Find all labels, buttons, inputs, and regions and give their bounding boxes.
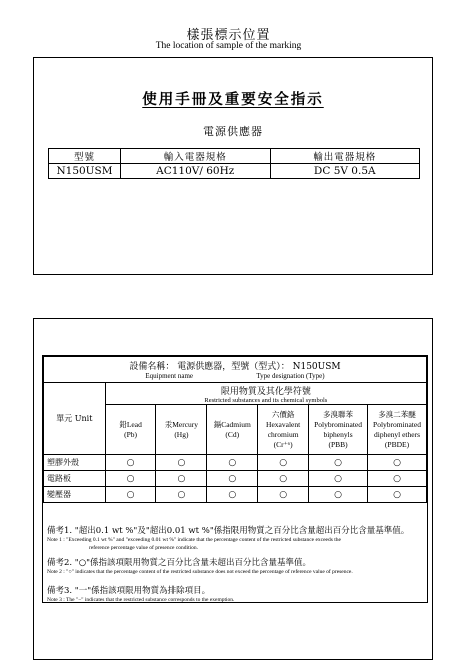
equipment-en bbox=[44, 372, 426, 380]
spec-header-output: 輸出電器規格 bbox=[270, 149, 420, 164]
substance-label: (PBB) bbox=[328, 439, 348, 449]
note2-cn: 備考2. "○"係指該項限用物質之百分比含量未超出百分比含量基準值。 bbox=[47, 558, 312, 568]
substance-label: Polybrominated bbox=[314, 419, 362, 429]
substance-label: diphenyl ethers bbox=[373, 429, 421, 439]
note3-en: Note 3 : The "−" indicates that the restricted substance corresponds to the exemption. bbox=[47, 597, 235, 603]
substance-label: 鉛Lead bbox=[119, 419, 142, 429]
table-row bbox=[44, 471, 427, 487]
spec-output: DC 5V 0.5A bbox=[270, 164, 420, 179]
compliance-mark: ○ bbox=[368, 471, 427, 487]
substance-label: biphenyls bbox=[323, 429, 353, 439]
compliance-mark: ○ bbox=[156, 471, 207, 487]
part-name: 電路板 bbox=[44, 471, 106, 487]
substance-label: (Cr⁺⁶) bbox=[273, 439, 293, 449]
rohs-sample-box bbox=[33, 318, 433, 660]
restricted-cn: 限用物質及其化學符號 bbox=[220, 386, 311, 397]
substance-column-4 bbox=[309, 405, 368, 455]
substance-label: Polybrominated bbox=[373, 419, 421, 429]
spec-header-input: 輸入電器規格 bbox=[120, 149, 270, 164]
substance-label: (PBDE) bbox=[384, 439, 410, 449]
equipment-row bbox=[44, 357, 427, 383]
substance-column-0 bbox=[105, 405, 156, 455]
type-designation-en: Type designation (Type) bbox=[256, 372, 325, 380]
substance-column-3 bbox=[258, 405, 309, 455]
equipment-cn: 設備名稱： 電源供應器，型號（型式）： N150USM bbox=[129, 362, 341, 372]
substance-label: 多溴聯苯 bbox=[323, 409, 354, 419]
compliance-mark: ○ bbox=[105, 455, 156, 471]
unit-label: 單元 Unit bbox=[44, 383, 106, 455]
page-subtitle: The location of sample of the marking bbox=[155, 41, 302, 51]
note1-en: Note 1 : "Exceeding 0.1 wt %" and "exceeding 0.01 wt %" indicate that the percentage content of the restricted substance exceeds the bbox=[47, 537, 341, 543]
manual-subtitle: 電源供應器 bbox=[203, 125, 263, 138]
compliance-mark: ○ bbox=[105, 487, 156, 503]
spec-model: N150USM bbox=[49, 164, 121, 179]
spec-input: AC110V/ 60Hz bbox=[120, 164, 270, 179]
compliance-mark: ○ bbox=[368, 455, 427, 471]
compliance-mark: ○ bbox=[207, 487, 258, 503]
compliance-mark: ○ bbox=[207, 455, 258, 471]
restricted-en: Restricted substances and its chemical symbols bbox=[204, 396, 328, 404]
compliance-mark: ○ bbox=[156, 487, 207, 503]
compliance-mark: ○ bbox=[105, 471, 156, 487]
substance-label: 汞Mercury bbox=[164, 419, 199, 429]
page-title: 樣張標示位置 bbox=[186, 28, 271, 43]
substance-label: 多溴二苯醚 bbox=[378, 409, 416, 419]
part-name: 塑膠外殼 bbox=[44, 455, 106, 471]
compliance-mark: ○ bbox=[309, 471, 368, 487]
substance-label: chromium bbox=[267, 429, 299, 439]
rohs-table bbox=[43, 356, 427, 503]
equipment-name-en: Equipment name bbox=[145, 372, 194, 380]
substance-column-1 bbox=[156, 405, 207, 455]
substance-column-2 bbox=[207, 405, 258, 455]
note1-en-cont: reference percentage value of presence condition. bbox=[89, 545, 199, 551]
spec-header-model: 型號 bbox=[49, 149, 121, 164]
compliance-mark: ○ bbox=[207, 471, 258, 487]
substance-label: 六價鉻 bbox=[271, 409, 295, 419]
compliance-mark: ○ bbox=[258, 487, 309, 503]
compliance-mark: ○ bbox=[309, 455, 368, 471]
substance-label: Hexavalent bbox=[266, 419, 301, 429]
substance-column-5 bbox=[368, 405, 427, 455]
compliance-mark: ○ bbox=[258, 455, 309, 471]
substance-label: (Hg) bbox=[174, 429, 189, 439]
manual-title: 使用手冊及重要安全指示 bbox=[142, 91, 324, 108]
note2-en: Note 2 : "○" indicates that the percentage content of the restricted substance does not exceed the percentage of reference value of presence. bbox=[47, 569, 353, 575]
table-row bbox=[44, 455, 427, 471]
manual-sample-box bbox=[33, 57, 433, 275]
compliance-mark: ○ bbox=[258, 471, 309, 487]
compliance-mark: ○ bbox=[156, 455, 207, 471]
note3-cn: 備考3. "一"係指該項限用物質為排除項目。 bbox=[47, 586, 211, 596]
compliance-mark: ○ bbox=[309, 487, 368, 503]
table-row bbox=[44, 487, 427, 503]
spec-table bbox=[48, 148, 420, 179]
part-name: 變壓器 bbox=[44, 487, 106, 503]
substance-label: (Pb) bbox=[124, 429, 138, 439]
compliance-mark: ○ bbox=[368, 487, 427, 503]
substance-label: (Cd) bbox=[225, 429, 240, 439]
substance-label: 鎘Cadmium bbox=[213, 419, 251, 429]
restricted-header bbox=[105, 383, 426, 405]
rohs-declaration bbox=[42, 355, 428, 603]
note1-cn: 備考1. "超出0.1 wt %"及"超出0.01 wt %"係指限用物質之百分比含量超出百分比含量基準值。 bbox=[47, 526, 410, 536]
